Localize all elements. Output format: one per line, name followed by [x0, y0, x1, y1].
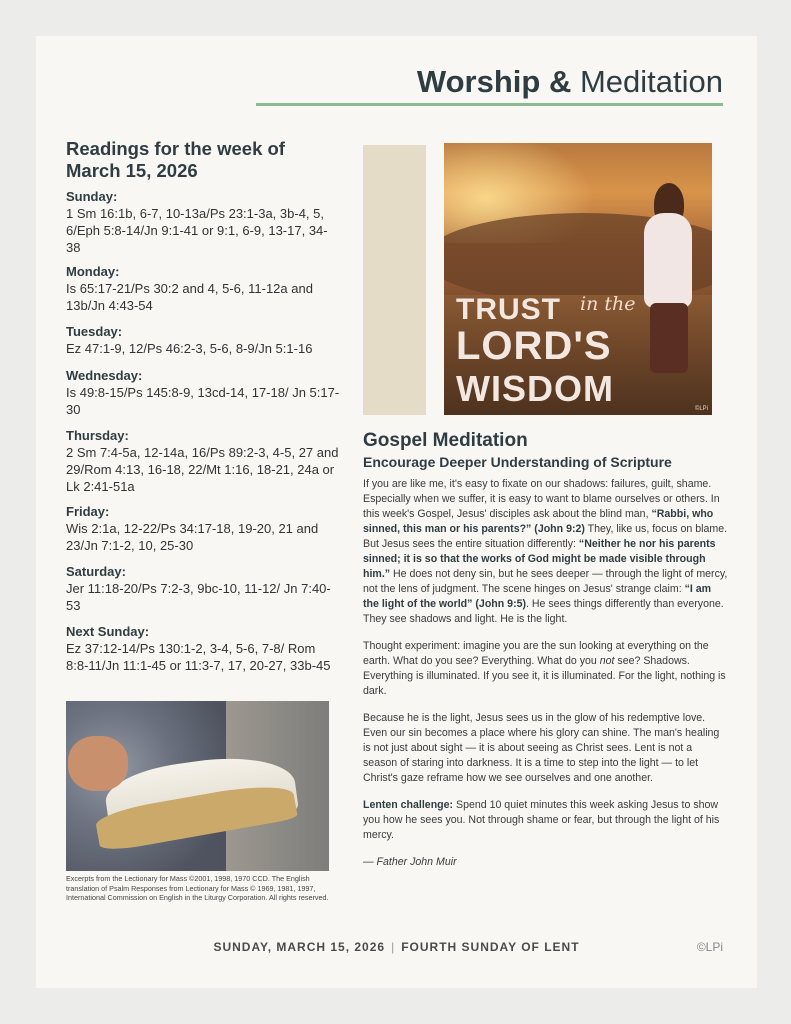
day-readings: Is 49:8-15/Ps 145:8-9, 13cd-14, 17-18/ Jn 5:17-30 — [66, 385, 340, 417]
reading-friday — [66, 503, 341, 554]
image-text-in-the: in the — [580, 293, 636, 315]
reading-tuesday — [66, 323, 341, 357]
page-title — [417, 64, 723, 100]
day-name: Saturday: — [66, 564, 126, 579]
gospel-meditation-text — [363, 477, 728, 882]
image-text-trust: TRUST — [456, 293, 561, 326]
paragraph: Because he is the light, Jesus sees us in the glow of his redemptive love. Even our sin becomes a place where his glory can shine. The man's healing is not just about sight — it is about seeing as Christ sees. Lent is not a season of staring into darkness. It is a time to step into the light — to let Christ's gaze reframe how we see ourselves and one another. — [363, 712, 720, 784]
image-text-wisdom: WISDOM — [456, 368, 614, 409]
day-readings: Wis 2:1a, 12-22/Ps 34:17-18, 19-20, 21 and 23/Jn 7:1-2, 10, 25-30 — [66, 521, 319, 553]
day-name: Monday: — [66, 264, 120, 279]
image-text-lords: LORD'S — [456, 324, 612, 368]
day-name: Tuesday: — [66, 324, 123, 339]
image-credit: ©LPi — [694, 406, 708, 412]
reading-sunday — [66, 188, 341, 256]
footer-logo: ©LPi — [696, 940, 723, 954]
day-name: Next Sunday: — [66, 624, 150, 639]
readings-title: Readings for the week of March 15, 2026 — [66, 138, 285, 181]
copyright-notice: Excerpts from the Lectionary for Mass ©2001, 1998, 1970 CCD. The English translation of Psalm Responses from Lectionary for Mass © 1969, 1981, 1997, International Commission on English in the Liturgy Corporation. All rights reserved. — [66, 874, 329, 903]
day-readings: Is 65:17-21/Ps 30:2 and 4, 5-6, 11-12a and 13b/Jn 4:43-54 — [66, 281, 313, 313]
reading-monday — [66, 263, 341, 314]
gospel-title: Gospel Meditation — [363, 430, 528, 451]
day-readings: 2 Sm 7:4-5a, 12-14a, 16/Ps 89:2-3, 4-5, 27 and 29/Rom 4:13, 16-18, 22/Mt 1:16, 18-21, 24a or Lk 2:41-51a — [66, 445, 339, 494]
day-name: Friday: — [66, 504, 110, 519]
footer-occasion: FOURTH SUNDAY OF LENT — [401, 940, 580, 954]
day-name: Thursday: — [66, 428, 129, 443]
day-readings: Jer 11:18-20/Ps 7:2-3, 9bc-10, 11-12/ Jn 7:40-53 — [66, 581, 331, 613]
reading-saturday — [66, 563, 341, 614]
day-name: Sunday: — [66, 189, 118, 204]
reading-thursday — [66, 427, 341, 495]
bulletin-page — [36, 36, 757, 988]
reading-wednesday — [66, 367, 341, 418]
footer-date: SUNDAY, MARCH 15, 2026 — [213, 940, 386, 954]
paragraph: Thought experiment: imagine you are the sun looking at everything on the earth. What do you see? Everything. What do you not see? Shadows. Everything is illuminated. If you see it, it is illuminated. For the light, nothing is dark. — [363, 640, 726, 697]
trust-wisdom-image — [444, 143, 712, 415]
day-name: Wednesday: — [66, 368, 143, 383]
day-readings: Ez 37:12-14/Ps 130:1-2, 3-4, 5-6, 7-8/ Rom 8:8-11/Jn 11:1-45 or 11:3-7, 17, 20-27, 33b-45 — [66, 641, 331, 673]
footer — [36, 940, 757, 954]
reading-next-sunday — [66, 623, 341, 674]
footer-separator: | — [391, 940, 396, 954]
title-bold: Worship & — [416, 64, 572, 99]
day-readings: 1 Sm 16:1b, 6-7, 10-13a/Ps 23:1-3a, 3b-4, 5, 6/Eph 5:8-14/Jn 9:1-41 or 9:1, 6-9, 13-17, 34-38 — [66, 206, 328, 255]
author-signature: — Father John Muir — [363, 856, 457, 868]
gospel-subtitle: Encourage Deeper Understanding of Scripture — [363, 454, 672, 470]
day-readings: Ez 47:1-9, 12/Ps 46:2-3, 5-6, 8-9/Jn 5:1-16 — [66, 341, 313, 356]
decorative-bar — [363, 145, 426, 415]
open-bible-photo — [66, 701, 329, 871]
paragraph: If you are like me, it's easy to fixate on our shadows: failures, guilt, shame. Especially when we suffer, it is easy to want to blame ourselves or others. In this week's Gospel, Jesus' disciples ask about the blind man, “Rabbi, who sinned, this man or his parents?” (John 9:2) They, like us, focus on blame. But Jesus sees the entire situation differently: “Neither he nor his parents sinned; it is so that the works of God might be made visible through him.” He does not deny sin, but he sees deeper — through the light of mercy, not the lens of judgment. The scene hinges on Jesus' strange claim: “I am the light of the world” (John 9:5). He sees things differently than everyone. They see shadows and light. He is the light. — [363, 478, 728, 625]
paragraph: Lenten challenge: Spend 10 quiet minutes this week asking Jesus to show you how he sees you. Not through shame or fear, but through the light of his mercy. — [363, 799, 720, 841]
header-divider — [256, 103, 723, 106]
title-light: Meditation — [579, 64, 723, 99]
